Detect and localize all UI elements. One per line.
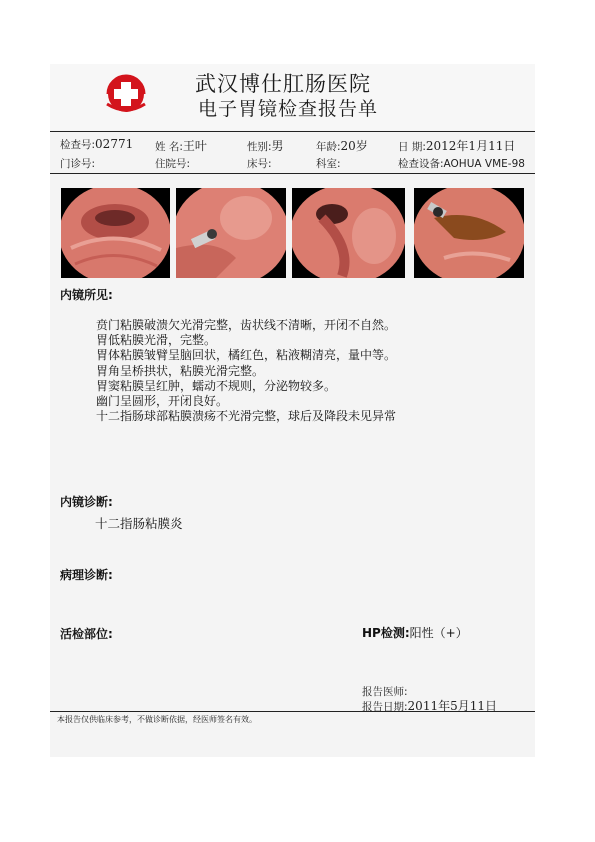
hospital-name: 武汉博仕肛肠医院 (195, 72, 371, 96)
outpatient-no: 门诊号: (60, 158, 96, 170)
findings-label: 内镜所见: (60, 288, 113, 302)
findings-line: 十二指肠球部粘膜溃疡不光滑完整，球后及降段未见异常 (96, 409, 397, 424)
biopsy-label: 活检部位: (60, 627, 113, 641)
patient-name: 姓 名:王叶 (155, 139, 207, 153)
diagnosis-value: 十二指肠粘膜炎 (95, 516, 183, 531)
patient-age: 年龄:20岁 (316, 139, 368, 153)
endoscopy-image-3 (292, 188, 405, 278)
department: 科室: (316, 158, 341, 170)
report-doctor: 报告医师: (362, 686, 408, 698)
findings-line: 胃低粘膜光滑，完整。 (96, 333, 217, 348)
findings-line: 胃体粘膜皱臂呈脑回状，橘红色，粘液糊清亮，量中等。 (96, 348, 397, 363)
header-rule (50, 131, 535, 132)
exam-date: 日 期:2012年1月11日 (398, 139, 516, 153)
footer-rule (50, 711, 535, 712)
report-title: 电子胃镜检查报告单 (198, 98, 379, 120)
findings-line: 幽门呈圆形，开闭良好。 (96, 394, 229, 409)
exam-device: 检查设备:AOHUA VME-98 (398, 158, 525, 170)
inpatient-no: 住院号: (155, 158, 191, 170)
bed-no: 床号: (247, 158, 272, 170)
findings-line: 胃窦粘膜呈红肿，蠕动不规则，分泌物较多。 (96, 378, 337, 393)
info-rule (50, 173, 535, 174)
diagnosis-label: 内镜诊断: (60, 495, 113, 509)
endoscopy-image-4 (414, 188, 524, 278)
endoscopy-image-2 (176, 188, 286, 278)
hp-test: HP检测:阳性（+） (362, 626, 468, 640)
report-date: 报告日期:2011年5月11日 (362, 699, 497, 713)
findings-line: 胃角呈桥拱状，粘膜光滑完整。 (96, 363, 265, 378)
pathology-label: 病理诊断: (60, 568, 113, 582)
exam-no: 检查号:02771 (60, 137, 134, 151)
findings-line: 贲门粘膜破溃欠光滑完整，齿状线不清晰，开闭不自然。 (96, 318, 397, 332)
red-cross-logo-icon (104, 74, 148, 114)
endoscopy-image-1 (61, 188, 170, 278)
findings-text (96, 318, 396, 424)
disclaimer: 本报告仅供临床参考，不做诊断依据，经医师签名有效。 (57, 715, 257, 724)
patient-sex: 性别:男 (247, 139, 284, 153)
